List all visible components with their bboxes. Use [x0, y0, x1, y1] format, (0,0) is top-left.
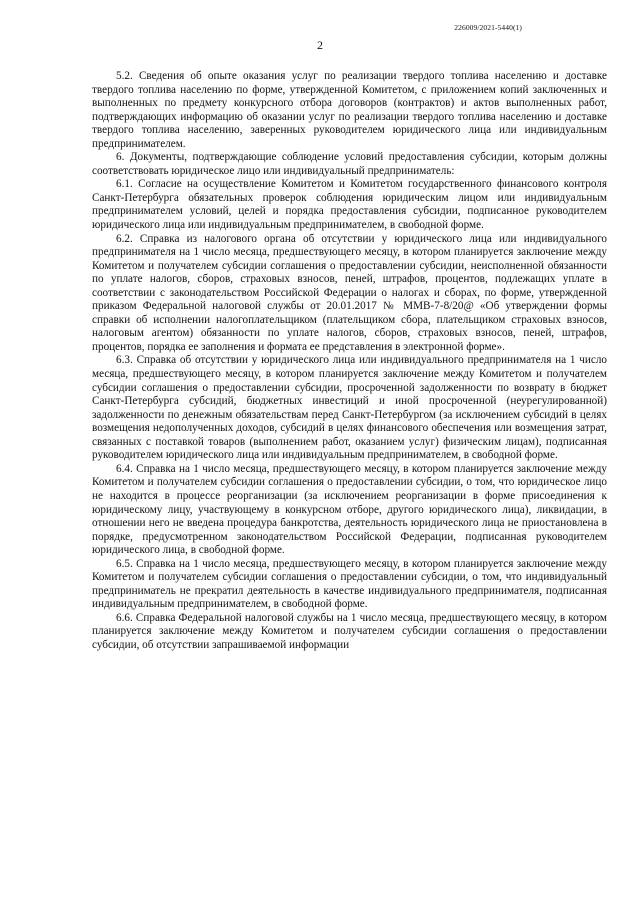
document-body [92, 70, 607, 653]
paragraph-6-5: 6.5. Справка на 1 число месяца, предшествующего месяцу, в котором планируется заключение между Комитетом и получателем субсидии соглашения о предоставлении субсидии, о том, что индивидуальный предприниматель не прекратил деятельность в качестве индивидуального предпринимателя, подписанная индивидуальным предпринимателем, в свободной форме. [92, 557, 607, 611]
paragraph-6-1: 6.1. Согласие на осуществление Комитетом и Комитетом государственного финансового контроля Санкт-Петербурга обязательных проверок соблюдения юридическим лицом или индивидуальным предпринимателем условий, целей и порядка предоставления субсидии, подписанное руководителем юридического лица или индивидуальным предпринимателем, в свободной форме. [92, 178, 607, 232]
page-number: 2 [317, 38, 323, 52]
paragraph-6-6: 6.6. Справка Федеральной налоговой службы на 1 число месяца, предшествующего месяцу, в котором планируется заключение между Комитетом и получателем субсидии соглашения о предоставлении субсидии, об отсутствии запрашиваемой информации [92, 611, 607, 651]
document-registration-number: 226009/2021-5440(1) [454, 23, 522, 32]
paragraph-6-2: 6.2. Справка из налогового органа об отсутствии у юридического лица или индивидуального предпринимателя на 1 число месяца, предшествующего месяцу, в котором планируется заключение между Комитетом и получателем субсидии соглашения о предоставлении субсидии, неисполненной обязанности по уплате налогов, сборов, страховых взносов, пеней, штрафов, процентов, подлежащих уплате в соответствии с законодательством Российской Федерации о налогах и сборах, по форме, утвержденной приказом Федеральной налоговой службы от 20.01.2017 № ММВ-7-8/20@ «Об утверждении формы справки об исполнении налогоплательщиком (плательщиком сбора, плательщиком страховых взносов, налоговым агентом) обязанности по уплате налогов, сборов, страховых взносов, пеней, штрафов, процентов, порядка ее заполнения и формата ее представления в электронной форме». [92, 232, 607, 353]
paragraph-6-3: 6.3. Справка об отсутствии у юридического лица или индивидуального предпринимателя на 1 число месяца, предшествующего месяцу, в котором планируется заключение между Комитетом и получателем субсидии соглашения о предоставлении субсидии, просроченной задолженности по возврату в бюджет Санкт-Петербурга субсидий, бюджетных инвестиций и иной просроченной (неурегулированной) задолженности по денежным обязательствам перед Санкт-Петербургом (за исключением субсидий в целях возмещения недополученных доходов, субсидий в целях финансового обеспечения или возмещения затрат, связанных с поставкой товаров (выполнением работ, оказанием услуг) физическим лицам), подписанная руководителем юридического лица или индивидуальным предпринимателем, в свободной форме. [92, 354, 607, 462]
paragraph-5-2: 5.2. Сведения об опыте оказания услуг по реализации твердого топлива населению и доставке твердого топлива населению по форме, утвержденной Комитетом, с приложением копий заключенных и выполненных по предмету конкурсного отбора договоров (контрактов) и актов выполненных работ, подтверждающих информацию об оказании услуг по реализации твердого топлива населению и доставке твердого топлива населению, заверенных руководителем юридического лица или индивидуальным предпринимателем. [92, 70, 607, 150]
paragraph-6: 6. Документы, подтверждающие соблюдение условий предоставления субсидии, которым должны соответствовать юридическое лицо или индивидуальный предприниматель: [92, 151, 607, 177]
paragraph-6-4: 6.4. Справка на 1 число месяца, предшествующего месяцу, в котором планируется заключение между Комитетом и получателем субсидии соглашения о предоставлении субсидии, о том, что юридическое лицо не находится в процессе реорганизации (за исключением реорганизации в форме присоединения к юридическому лицу, участвующему в конкурсном отборе, другого юридического лица), ликвидации, в отношении него не введена процедура банкротства, деятельность юридического лица не приостановлена в порядке, предусмотренном законодательством Российской Федерации, подписанная руководителем юридического лица, в свободной форме. [92, 462, 607, 557]
